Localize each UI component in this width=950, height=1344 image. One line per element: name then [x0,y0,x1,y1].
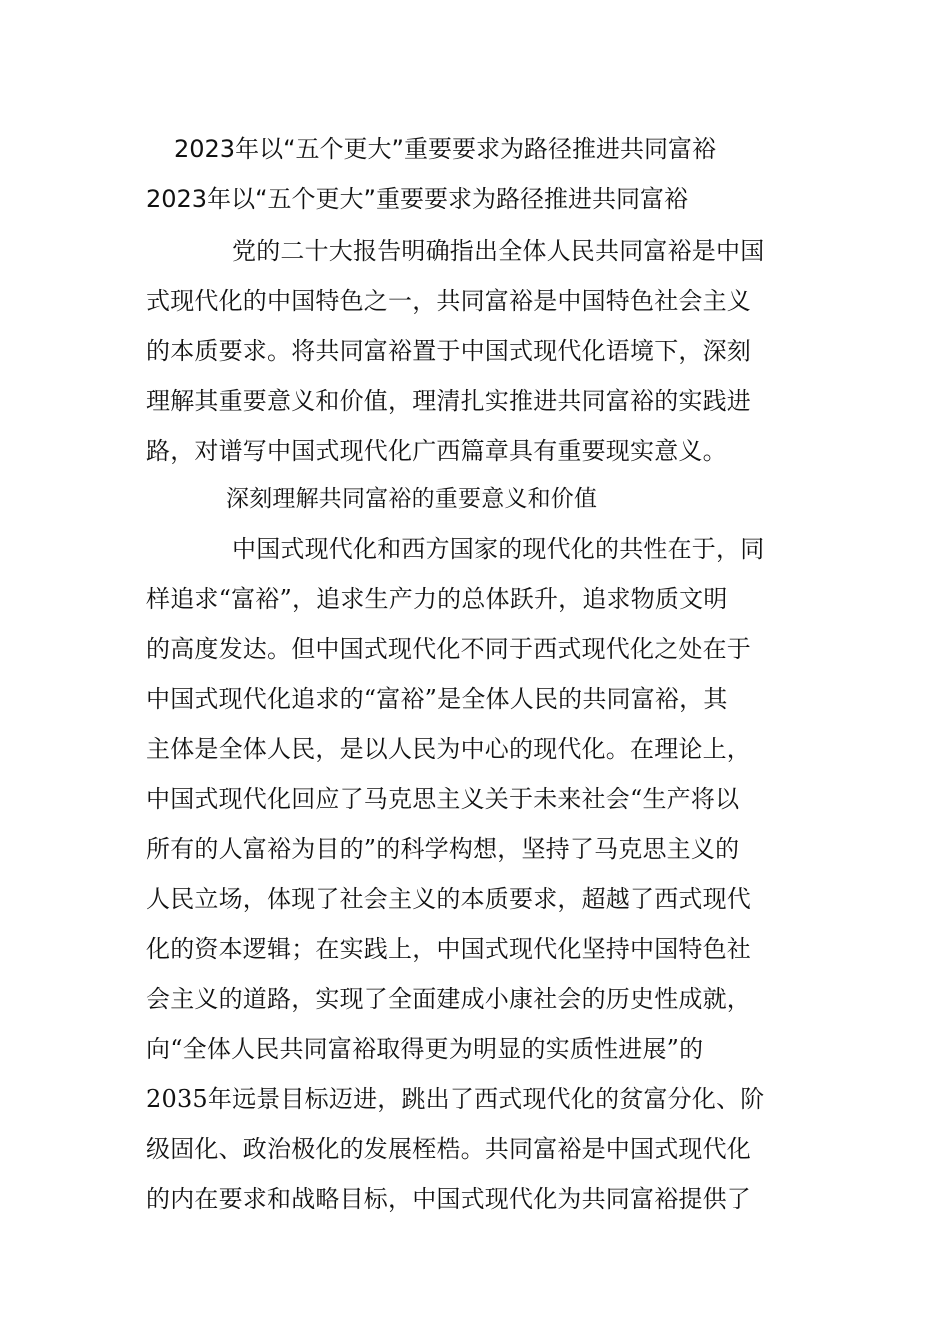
paragraph-2-line-6: 中国式现代化回应了马克思主义关于未来社会“生产将以 [146,785,740,813]
paragraph-2-line-10: 会主义的道路，实现了全面建成小康社会的历史性成就， [146,985,751,1013]
paragraph-1-line-3: 的本质要求。将共同富裕置于中国式现代化语境下，深刻 [146,337,751,365]
paragraph-1-line-1: 党的二十大报告明确指出全体人民共同富裕是中国 [232,237,765,265]
document-title-line-1: 2023年以“五个更大”重要要求为路径推进共同富裕 [174,135,716,163]
paragraph-2-line-4: 中国式现代化追求的“富裕”是全体人民的共同富裕，其 [146,685,728,713]
paragraph-2-line-12: 2035年远景目标迈进，跳出了西式现代化的贫富分化、阶 [146,1085,765,1113]
paragraph-2-line-7: 所有的人富裕为目的”的科学构想，坚持了马克思主义的 [146,835,740,863]
paragraph-2-line-1: 中国式现代化和西方国家的现代化的共性在于，同 [232,535,765,563]
paragraph-2-line-14: 的内在要求和战略目标，中国式现代化为共同富裕提供了 [146,1185,751,1213]
paragraph-1-line-4: 理解其重要意义和价值，理清扎实推进共同富裕的实践进 [146,387,751,415]
paragraph-1-line-5: 路，对谱写中国式现代化广西篇章具有重要现实意义。 [146,437,727,465]
paragraph-2-line-9: 化的资本逻辑；在实践上，中国式现代化坚持中国特色社 [146,935,751,963]
paragraph-2-line-11: 向“全体人民共同富裕取得更为明显的实质性进展”的 [146,1035,704,1063]
paragraph-2-line-5: 主体是全体人民，是以人民为中心的现代化。在理论上， [146,735,751,763]
document-title-line-2: 2023年以“五个更大”重要要求为路径推进共同富裕 [146,185,688,213]
paragraph-2-line-13: 级固化、政治极化的发展桎梏。共同富裕是中国式现代化 [146,1135,751,1163]
paragraph-1-line-2: 式现代化的中国特色之一，共同富裕是中国特色社会主义 [146,287,751,315]
section-heading: 深刻理解共同富裕的重要意义和价值 [226,486,598,512]
paragraph-2-line-8: 人民立场，体现了社会主义的本质要求，超越了西式现代 [146,885,751,913]
paragraph-2-line-3: 的高度发达。但中国式现代化不同于西式现代化之处在于 [146,635,751,663]
paragraph-2-line-2: 样追求“富裕”，追求生产力的总体跃升，追求物质文明 [146,585,728,613]
